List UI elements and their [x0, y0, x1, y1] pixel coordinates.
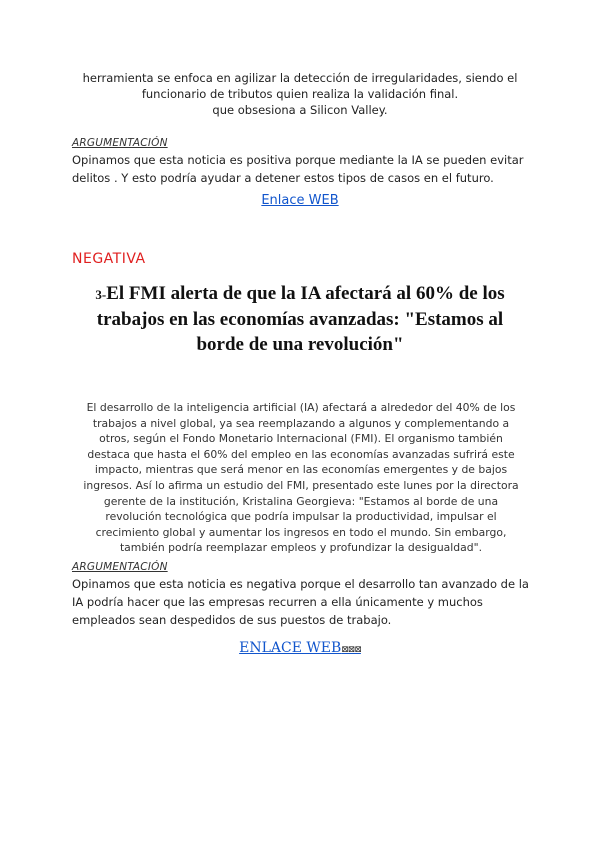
- article-headline: [72, 281, 528, 357]
- headline-number: 3-: [95, 287, 107, 302]
- intro-paragraph: [60, 70, 540, 118]
- intro-line-1: herramienta se enfoca en agilizar la detección de irregularidades, siendo el: [82, 71, 518, 85]
- argument-1-text: Opinamos que esta noticia es positiva porque mediante la IA se pueden evitar delitos . Y esto podría ayudar a detener estos tipos de casos en el futuro.: [72, 153, 524, 185]
- argument-2-label: ARGUMENTACIÓN: [72, 561, 168, 573]
- intro-line-3: que obsesiona a Silicon Valley.: [212, 103, 388, 117]
- section-negativa-label: NEGATIVA: [72, 251, 146, 267]
- web-link-1[interactable]: Enlace WEB: [261, 193, 339, 208]
- headline-title: El FMI alerta de que la IA afectará al 60% de los trabajos en las economías avanzadas: "Estamos al borde de una revolución": [96, 283, 505, 355]
- article-body: El desarrollo de la inteligencia artificial (IA) afectará a alrededor del 40% de los trabajos a nivel global, ya sea reemplazando a algunos y complementando a otros, según el Fondo Monetario Internacional (FMI). El organismo también destaca que hasta el 60% del empleo en las economías avanzadas sufrirá este impacto, mientras que será menor en las economías emergentes y de bajos ingresos. Así lo afirma un estudio del FMI, presentado este lunes por la directora gerente de la institución, Kristalina Georgieva: "Estamos al borde de una revolución tecnológica que podría impulsar la productividad, impulsar el crecimiento global y aumentar los ingresos en todo el mundo. Sin embargo, también podría reemplazar empleos y profundizar la desigualdad".: [83, 401, 519, 555]
- intro-line-2: funcionario de tributos quien realiza la validación final.: [141, 87, 459, 101]
- web-link-2-label: ENLACE WEB: [239, 640, 342, 656]
- argument-2-text: Opinamos que esta noticia es negativa porque el desarrollo tan avanzado de la IA podría hacer que las empresas recurren a ella únicamente y muchos empleados sean despedidos de sus puestos de trabajo.: [72, 577, 529, 627]
- missing-glyph-icon: ⊠⊠⊠: [341, 645, 361, 655]
- argument-1-label: ARGUMENTACIÓN: [72, 137, 168, 149]
- web-link-2[interactable]: [0, 640, 600, 656]
